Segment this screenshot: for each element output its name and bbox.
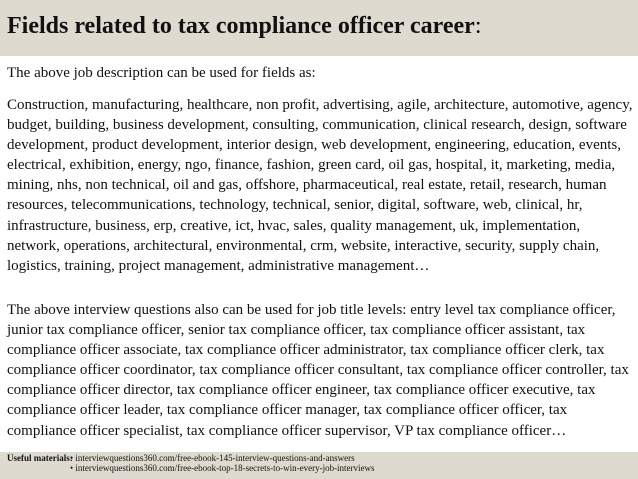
title-bar [0,0,638,56]
slide-title [7,13,482,40]
footer-bar [0,452,638,479]
fields-paragraph: Construction, manufacturing, healthcare, non profit, advertising, agile, architecture, automotive, agency, budget, building, business development, consulting, communication, clinical research, design, software development, product development, interior design, web development, engineering, education, events, electrical, exhibition, energy, ngo, finance, fashion, green card, oil gas, hospital, it, marketing, media, mining, nhs, non technical, oil and gas, offshore, pharmaceutical, real estate, retail, research, human resources, telecommunications, technology, technical, senior, digital, software, web, clinical, hr, infrastructure, business, erp, creative, ict, hvac, sales, quality management, uk, implementation, network, operations, architectural, environmental, crm, website, interactive, security, supply chain, logistics, training, project management, administrative management… [7,97,633,274]
footer-label: Useful materials: [7,453,73,463]
intro-text: The above job description can be used for fields as: [7,65,316,81]
job-levels-paragraph: The above interview questions also can be used for job title levels: entry level tax compliance officer, junior tax compliance officer, senior tax compliance officer, tax compliance officer assistant, tax compliance officer associate, tax compliance officer administrator, tax compliance officer clerk, tax compliance officer coordinator, tax compliance officer consultant, tax compliance officer controller, tax compliance officer director, tax compliance officer engineer, tax compliance officer executive, tax compliance officer leader, tax compliance officer manager, tax compliance officer officer, tax compliance officer specialist, tax compliance officer supervisor, VP tax compliance officer… [7,302,629,439]
slide-title-colon: : [474,13,482,39]
footer-link-ebook-secrets[interactable]: • interviewquestions360.com/free-ebook-top-18-secrets-to-win-every-job-interviews [70,463,375,473]
footer-link-ebook-questions[interactable]: • interviewquestions360.com/free-ebook-145-interview-questions-and-answers [70,453,355,463]
slide-title-text: Fields related to tax compliance officer career [7,13,475,39]
